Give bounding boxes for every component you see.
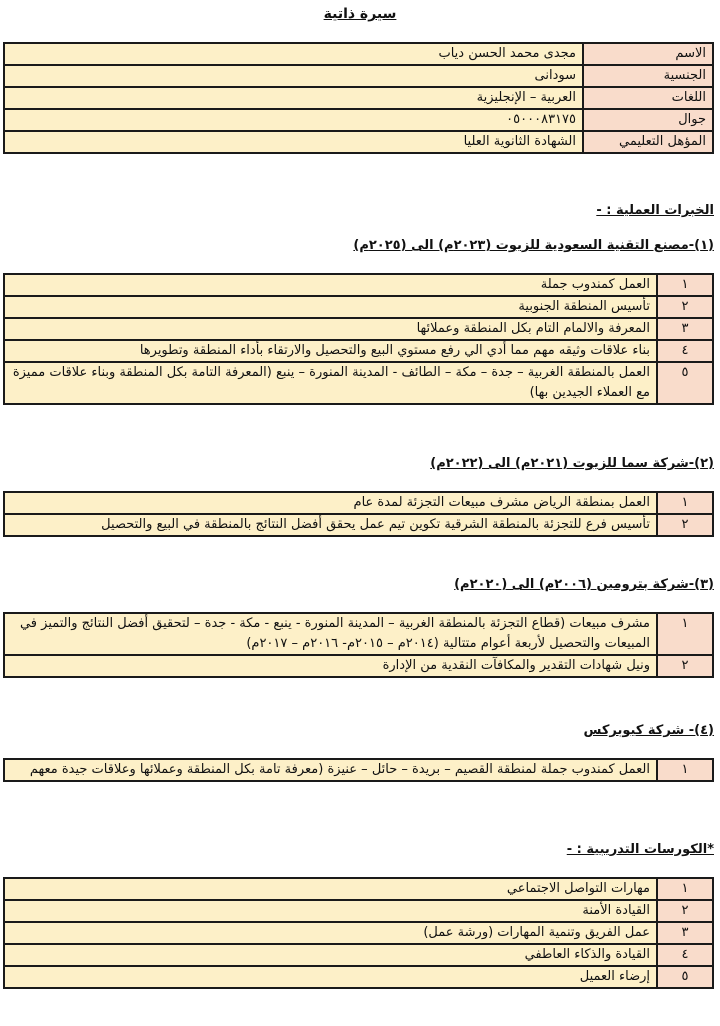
item-text: المعرفة والالمام التام بكل المنطقة وعملائها [4,318,657,340]
item-number: ٣ [657,318,713,340]
list-item [4,492,713,514]
list-item [4,613,713,655]
info-value: مجدى محمد الحسن دياب [4,43,583,65]
item-text: العمل بالمنطقة الغربية – جدة – مكة – الطائف - المدينة المنورة – ينبع (المعرفة التامة بكل المنطقة وبناء علاقات مميزة مع العملاء الجيدين بها) [4,362,657,404]
info-value: العربية – الإنجليزية [4,87,583,109]
job-1-title: (١)-مصنع التقنية السعودية للزيوت (٢٠٢٣م) الى (٢٠٢٥م) [353,238,714,253]
job-2-table [3,491,714,537]
info-label: الجنسية [583,65,713,87]
item-number: ١ [657,878,713,900]
info-row-languages [4,87,713,109]
courses-table [3,877,714,989]
list-item [4,274,713,296]
info-row-mobile [4,109,713,131]
item-number: ١ [657,492,713,514]
list-item [4,759,713,781]
item-number: ٤ [657,340,713,362]
job-3-table [3,612,714,678]
personal-info-table [3,42,714,154]
info-value: سودانى [4,65,583,87]
item-text: العمل بمنطقة الرياض مشرف مبيعات التجزئة لمدة عام [4,492,657,514]
list-item [4,944,713,966]
item-text: إرضاء العميل [4,966,657,988]
item-number: ٥ [657,362,713,404]
item-text: مهارات التواصل الاجتماعي [4,878,657,900]
courses-heading: *الكورسات التدريبية : - [566,842,714,857]
list-item [4,318,713,340]
job-3-title: (٣)-شركة بترومين (٢٠٠٦م) الى (٢٠٢٠م) [454,577,714,592]
list-item [4,296,713,318]
item-number: ٢ [657,514,713,536]
item-number: ٢ [657,655,713,677]
list-item [4,900,713,922]
item-number: ٢ [657,296,713,318]
list-item [4,362,713,404]
item-text: تأسيس فرع للتجزئة بالمنطقة الشرقية تكوين تيم عمل يحقق أفضل النتائج بالمنطقة في البيع والتحصيل [4,514,657,536]
list-item [4,878,713,900]
item-number: ٥ [657,966,713,988]
list-item [4,922,713,944]
item-number: ٢ [657,900,713,922]
item-number: ٤ [657,944,713,966]
info-label: اللغات [583,87,713,109]
item-text: عمل الفريق وتنمية المهارات (ورشة عمل) [4,922,657,944]
job-4-title: (٤)- شركة كيوبركس [583,723,714,738]
item-text: القيادة والذكاء العاطفي [4,944,657,966]
item-text: القيادة الأمنة [4,900,657,922]
info-row-qualification [4,131,713,153]
job-2-title: (٢)-شركة سما للزيوت (٢٠٢١م) الى (٢٠٢٢م) [430,456,714,471]
item-number: ١ [657,274,713,296]
item-text: ونيل شهادات التقدير والمكافآت النقدية من الإدارة [4,655,657,677]
item-text: تأسيس المنطقة الجنوبية [4,296,657,318]
info-row-name [4,43,713,65]
item-number: ١ [657,613,713,655]
info-label: جوال [583,109,713,131]
info-label: المؤهل التعليمي [583,131,713,153]
job-4-table [3,758,714,782]
list-item [4,514,713,536]
list-item [4,340,713,362]
list-item [4,966,713,988]
item-number: ٣ [657,922,713,944]
item-number: ١ [657,759,713,781]
page-title: سيرة ذاتية [323,6,397,22]
item-text: العمل كمندوب جملة [4,274,657,296]
info-value: الشهادة الثانوية العليا [4,131,583,153]
item-text: العمل كمندوب جملة لمنطقة القصيم – بريدة – حائل – عنيزة (معرفة تامة بكل المنطقة وعملائها وعلاقات جيدة معهم [4,759,657,781]
info-value: ٠٥٠٠٠٨٣١٧٥ [4,109,583,131]
list-item [4,655,713,677]
item-text: مشرف مبيعات (قطاع التجزئة بالمنطقة الغربية – المدينة المنورة - ينبع - مكة - جدة – لتحقيق أفضل النتائج والتميز في المبيعات والتحصيل لأربعة أعوام متتالية (٢٠١٤م – ٢٠١٥م- ٢٠١٦م – ٢٠١٧م) [4,613,657,655]
experience-heading: الخبرات العملية : - [596,203,714,218]
item-text: بناء علاقات وثيقه مهم مما أدي الي رفع مستوي البيع والتحصيل والارتقاء بأداء المنطقة وتطويرها [4,340,657,362]
info-label: الاسم [583,43,713,65]
job-1-table [3,273,714,405]
info-row-nationality [4,65,713,87]
